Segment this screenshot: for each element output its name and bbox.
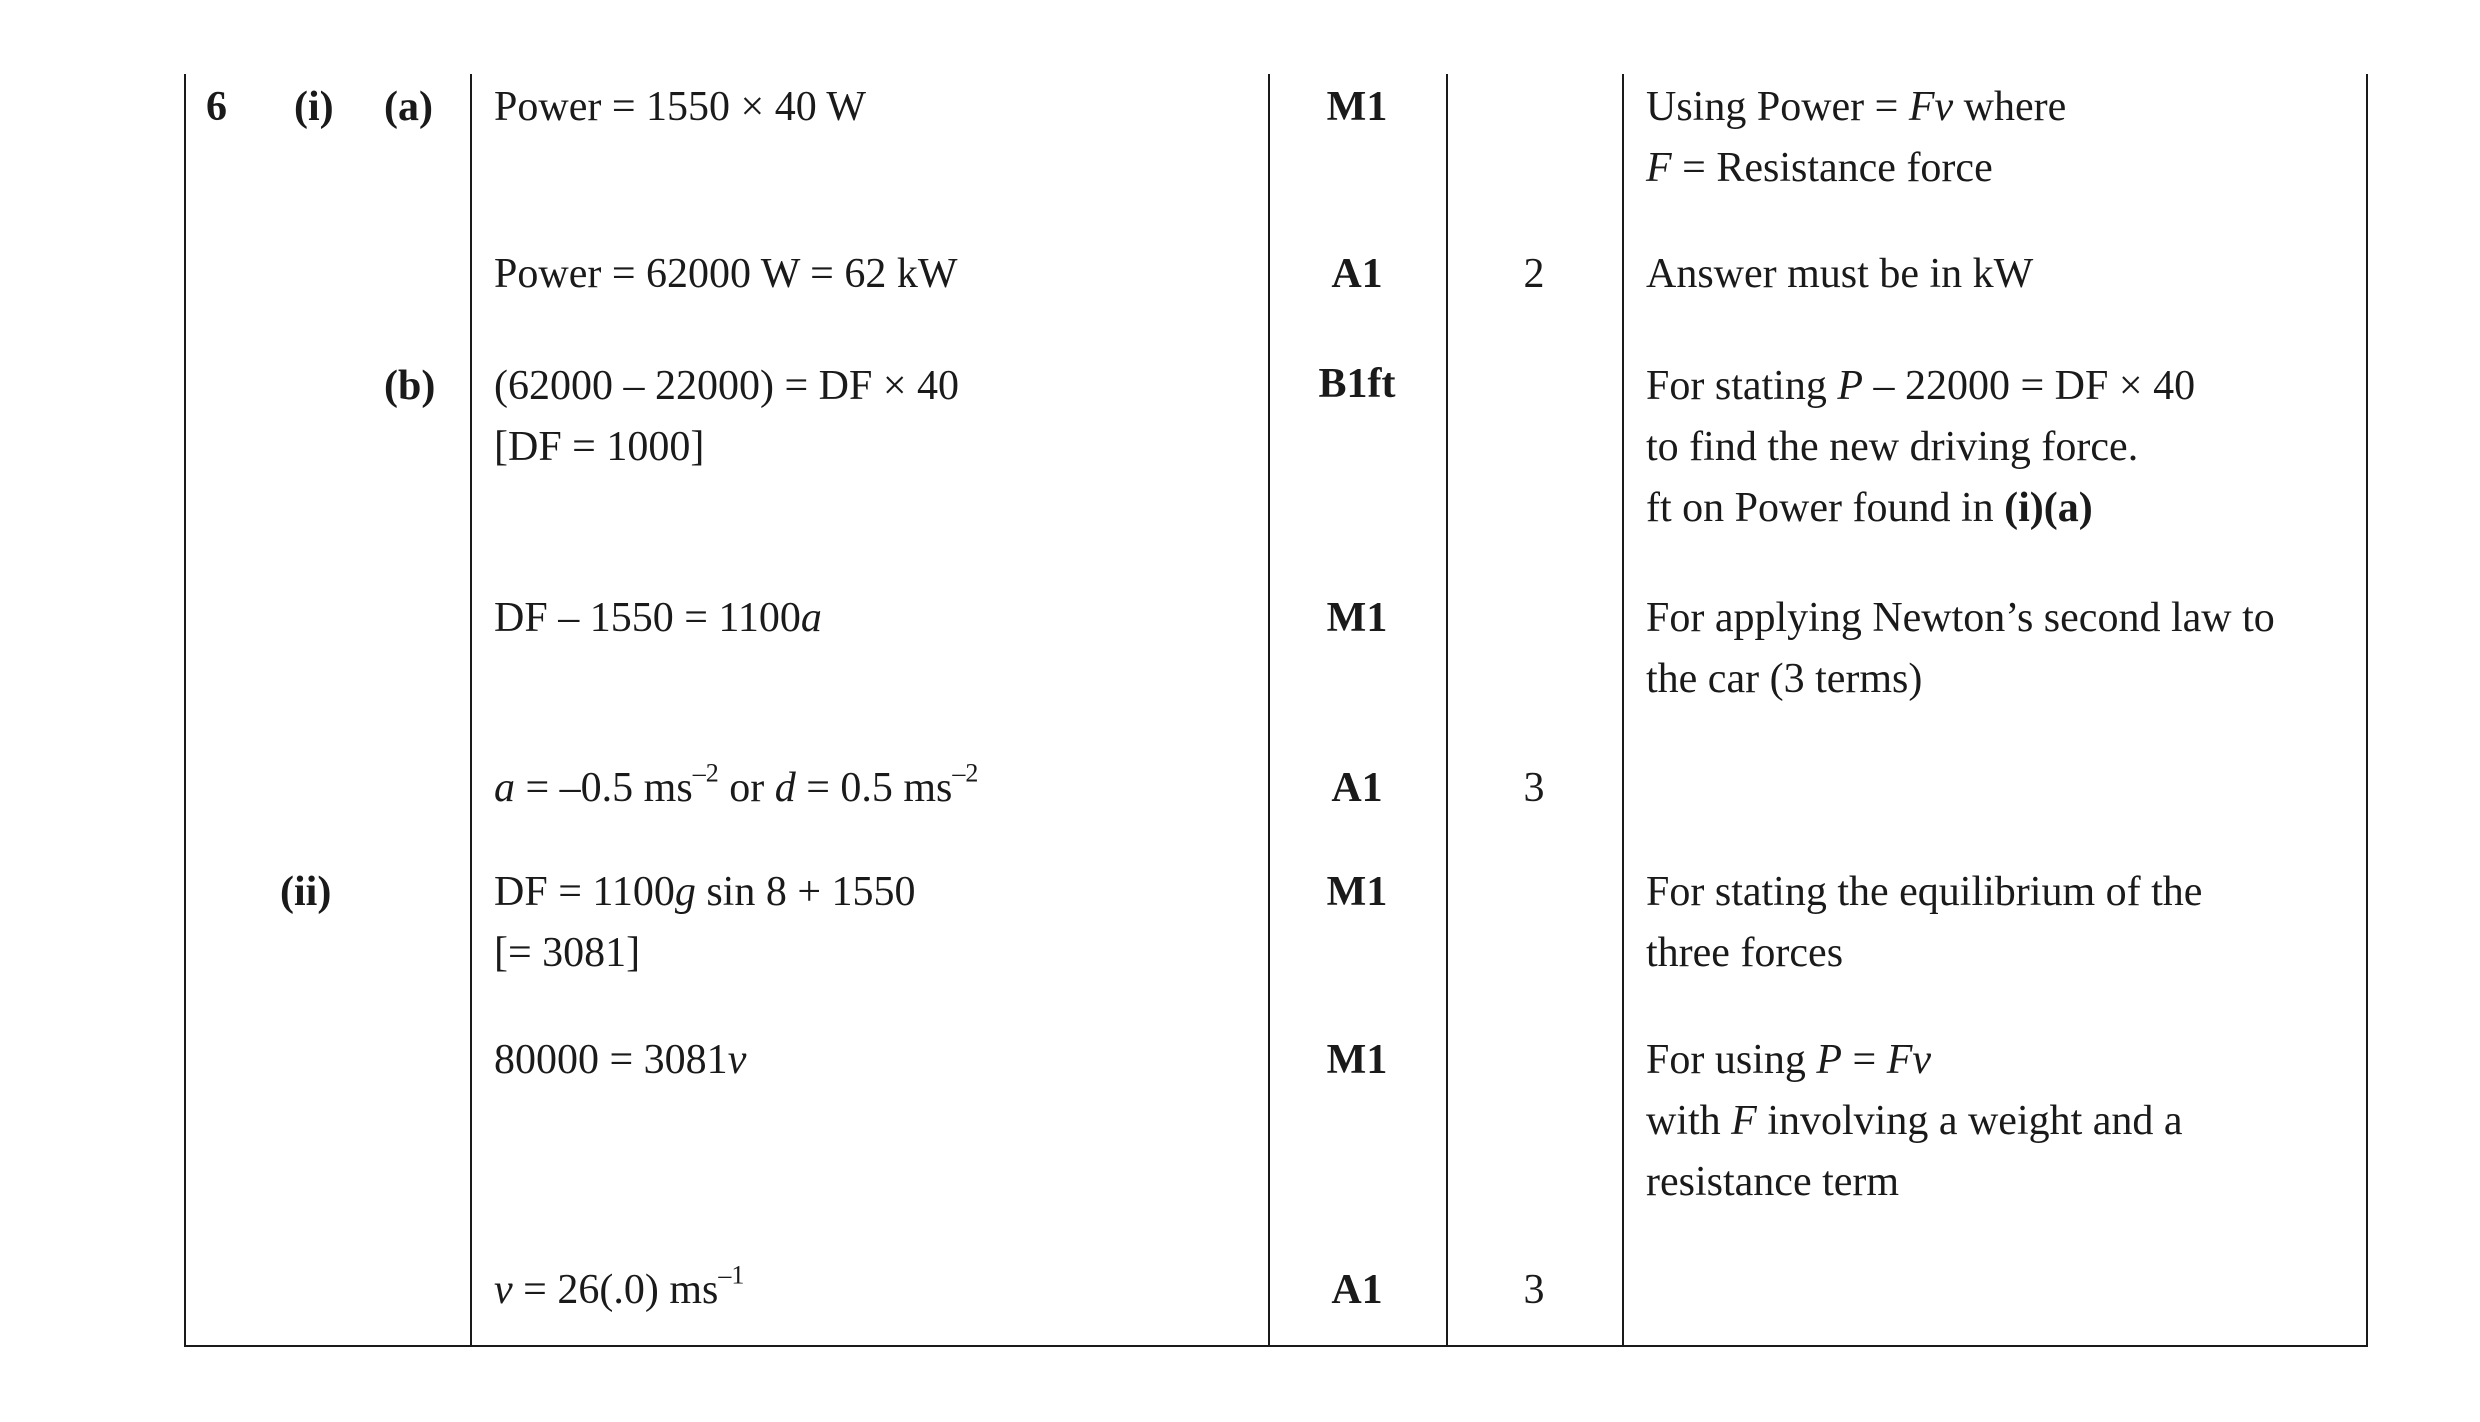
mark-code: M1 xyxy=(1326,869,1388,915)
part-i-label: (i) xyxy=(294,84,334,130)
answer-line: DF = 1100g sin 8 + 1550 [= 3081] xyxy=(494,869,916,976)
mark-total: 2 xyxy=(1523,251,1545,297)
table-right-border xyxy=(2366,74,2368,1346)
mark-code: A1 xyxy=(1331,765,1383,811)
answer-line: 80000 = 3081v xyxy=(494,1037,747,1083)
guidance-note: For stating the equilibrium of the three forces xyxy=(1646,869,2203,976)
answer-line: (62000 – 22000) = DF × 40 [DF = 1000] xyxy=(494,363,960,470)
question-number: 6 xyxy=(206,84,227,130)
guidance-note: For using P = Fv with F involving a weight and a resistance term xyxy=(1646,1037,2183,1205)
mark-code: B1ft xyxy=(1318,361,1396,407)
mark-code: A1 xyxy=(1331,251,1383,297)
mark-code: A1 xyxy=(1331,1267,1383,1313)
mark-code: M1 xyxy=(1326,1037,1388,1083)
column-divider-guidance xyxy=(1622,74,1624,1346)
guidance-note: For applying Newton’s second law to the car (3 terms) xyxy=(1646,595,2275,702)
mark-code: M1 xyxy=(1326,84,1388,130)
guidance-note: For stating P – 22000 = DF × 40 to find the new driving force. ft on Power found in (i)(a) xyxy=(1646,363,2196,531)
table-left-border xyxy=(184,74,186,1346)
part-b-label: (b) xyxy=(384,363,436,409)
part-a-label: (a) xyxy=(384,84,433,130)
guidance-note: Using Power = Fv where F = Resistance force xyxy=(1646,84,2067,191)
mark-total: 3 xyxy=(1523,765,1545,811)
answer-line: a = –0.5 $ms^{-2}$ or d = 0.5 $ms^{-2}$ xyxy=(494,758,979,811)
mark-total: 3 xyxy=(1523,1267,1545,1313)
answer-line: Power = 62000 W = 62 kW xyxy=(494,251,958,297)
column-divider-answer xyxy=(470,74,472,1346)
answer-line: Power = 1550 × 40 W xyxy=(494,84,867,130)
part-ii-label: (ii) xyxy=(280,869,332,915)
answer-line: DF – 1550 = 1100a xyxy=(494,595,822,641)
table-bottom-border xyxy=(184,1345,2368,1347)
guidance-note: Answer must be in kW xyxy=(1646,251,2034,297)
answer-line: v = 26(.0) $ms^{-1}$ xyxy=(494,1260,745,1313)
mark-code: M1 xyxy=(1326,595,1388,641)
